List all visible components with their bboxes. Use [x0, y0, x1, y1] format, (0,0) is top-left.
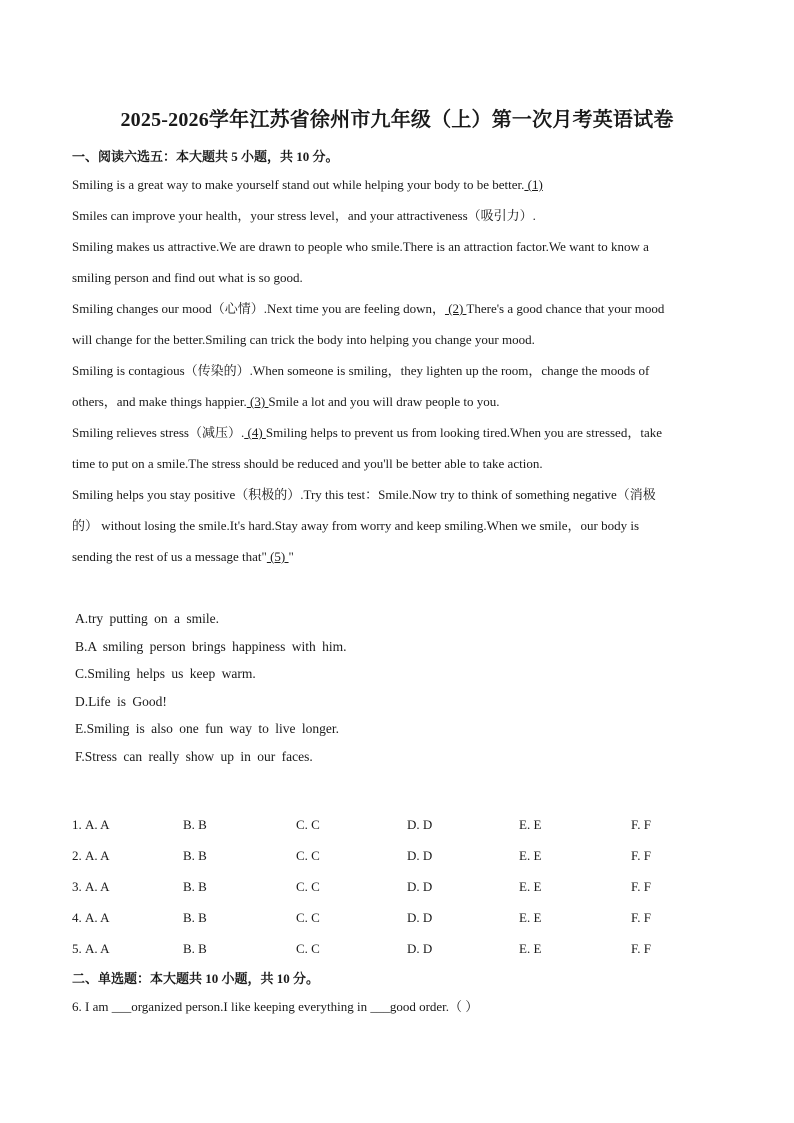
passage-text: Smiling relieves stress（减压）. — [72, 425, 245, 440]
passage-line — [72, 200, 722, 231]
section2-heading: 二、单选题：本大题共 10 小题，共 10 分。 — [72, 971, 320, 986]
passage-line — [72, 448, 722, 479]
passage-text: Smiling changes our mood（心情）.Next time you are feeling down， — [72, 301, 445, 316]
question-number: 1. — [72, 817, 82, 832]
option-item: D.Life is Good! — [75, 693, 167, 709]
question-number: 5. — [72, 941, 82, 956]
passage-line — [72, 510, 722, 541]
answer-choice[interactable]: A. A — [85, 941, 110, 956]
question-number: 3. — [72, 879, 82, 894]
passage-line — [72, 355, 722, 386]
blank-marker: (5) — [266, 549, 289, 564]
exam-title: 2025-2026学年江苏省徐州市九年级（上）第一次月考英语试卷 — [120, 109, 674, 131]
answer-choice[interactable]: F. F — [631, 910, 651, 925]
answer-choice[interactable]: E. E — [519, 817, 542, 832]
passage-text: Smiling helps to prevent us from looking tired.When you are stressed，take — [265, 425, 662, 440]
answer-choice[interactable]: B. B — [183, 910, 207, 925]
option-item: A.try putting on a smile. — [75, 611, 219, 626]
option-item: B.A smiling person brings happiness with him. — [75, 638, 347, 654]
answer-choice[interactable]: D. D — [407, 817, 433, 832]
passage-text: Smiles can improve your health，your stress level，and your attractiveness（吸引力）. — [72, 208, 536, 223]
passage-line — [72, 417, 722, 448]
blank-marker: (4) — [244, 425, 266, 440]
answer-choice[interactable]: C. C — [296, 941, 320, 956]
reading-passage — [72, 169, 722, 572]
answer-choice[interactable]: B. B — [183, 941, 207, 956]
question-number: 4. — [72, 910, 82, 925]
answer-choice[interactable]: E. E — [519, 910, 542, 925]
passage-line — [72, 231, 722, 262]
passage-line — [72, 169, 722, 200]
answer-row — [72, 809, 722, 840]
passage-line — [72, 293, 722, 324]
passage-text: others，and make things happier. — [72, 394, 247, 409]
passage-text: sending the rest of us a message that" — [72, 549, 267, 564]
answer-choice[interactable]: C. C — [296, 848, 320, 863]
answer-choice[interactable]: E. E — [519, 941, 542, 956]
answer-choice[interactable]: C. C — [296, 817, 320, 832]
answer-choice[interactable]: C. C — [296, 910, 320, 925]
passage-text: time to put on a smile.The stress should be reduced and you'll be better able to take action. — [72, 456, 543, 471]
answer-row — [72, 840, 722, 871]
passage-text: " — [288, 549, 294, 564]
passage-text: Smiling is a great way to make yourself stand out while helping your body to be better. — [72, 177, 525, 192]
answer-choice[interactable]: B. B — [183, 817, 207, 832]
passage-text: Smiling is contagious（传染的）.When someone is smiling，they lighten up the room，change the moods of — [72, 363, 650, 378]
answer-choice[interactable]: A. A — [85, 879, 110, 894]
option-list — [75, 605, 347, 770]
blank-marker: (1) — [524, 177, 543, 192]
question-6: 6. I am ___organized person.I like keeping everything in ___good order.（ ） — [72, 999, 479, 1014]
blank-marker: (2) — [444, 301, 467, 316]
answer-choice[interactable]: A. A — [85, 817, 110, 832]
answer-choice[interactable]: B. B — [183, 848, 207, 863]
blank-marker: (3) — [246, 394, 269, 409]
passage-text: smiling person and find out what is so good. — [72, 270, 303, 285]
answer-choice[interactable]: D. D — [407, 941, 433, 956]
passage-line — [72, 262, 722, 293]
passage-text: will change for the better.Smiling can trick the body into helping you change your mood. — [72, 332, 535, 347]
answer-choice[interactable]: E. E — [519, 879, 542, 894]
passage-line — [72, 324, 722, 355]
answer-choice[interactable]: A. A — [85, 848, 110, 863]
option-item: E.Smiling is also one fun way to live longer. — [75, 721, 339, 736]
passage-line — [72, 479, 722, 510]
answer-row — [72, 902, 722, 933]
answer-choice[interactable]: D. D — [407, 879, 433, 894]
answer-choice[interactable]: D. D — [407, 848, 433, 863]
answer-choice[interactable]: E. E — [519, 848, 542, 863]
passage-line — [72, 541, 722, 572]
passage-text: Smiling makes us attractive.We are drawn to people who smile.There is an attraction factor.We want to know a — [72, 239, 649, 254]
question-number: 2. — [72, 848, 82, 863]
passage-text: 的） without losing the smile.It's hard.Stay away from worry and keep smiling.When we smile，our body is — [72, 518, 640, 533]
section1-heading: 一、阅读六选五：本大题共 5 小题，共 10 分。 — [72, 149, 339, 164]
option-item: C.Smiling helps us keep warm. — [75, 666, 256, 681]
answer-choice[interactable]: D. D — [407, 910, 433, 925]
answer-row — [72, 933, 722, 964]
answer-choice[interactable]: B. B — [183, 879, 207, 894]
option-item: F.Stress can really show up in our faces. — [75, 748, 313, 764]
answer-choice[interactable]: C. C — [296, 879, 320, 894]
answer-choice[interactable]: F. F — [631, 817, 651, 832]
passage-line — [72, 386, 722, 417]
passage-text: Smile a lot and you will draw people to you. — [268, 394, 500, 409]
answer-grid — [72, 809, 722, 964]
answer-row — [72, 871, 722, 902]
answer-choice[interactable]: F. F — [631, 941, 651, 956]
answer-choice[interactable]: F. F — [631, 879, 651, 894]
passage-text: Smiling helps you stay positive（积极的）.Try this test：Smile.Now try to think of something negative（消极 — [72, 487, 656, 502]
passage-text: There's a good chance that your mood — [466, 301, 665, 316]
answer-choice[interactable]: F. F — [631, 848, 651, 863]
answer-choice[interactable]: A. A — [85, 910, 110, 925]
